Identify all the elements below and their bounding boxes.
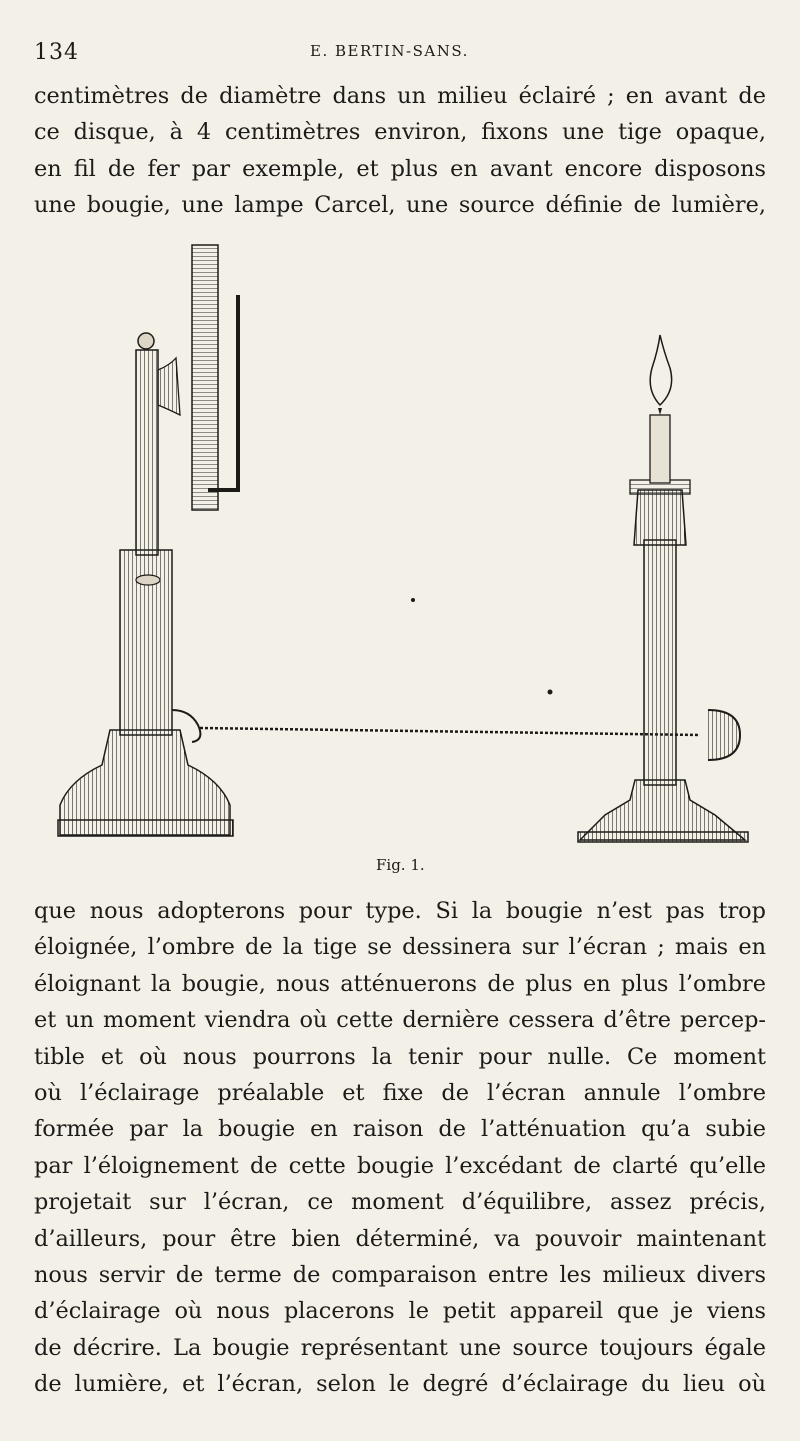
- page-header: [34, 40, 754, 68]
- text-line: de décrire. La bougie représentant une source toujours égale: [34, 1334, 766, 1361]
- figure-illustration: [40, 240, 760, 860]
- text-line: nous servir de terme de comparaison entre les milieux divers: [34, 1262, 766, 1289]
- text-line: centimètres de diamètre dans un milieu éclairé ; en avant de: [34, 83, 766, 109]
- text-line: et un moment viendra où cette dernière cessera d’être percep-: [34, 1007, 766, 1034]
- running-head: E. BERTIN-SANS.: [310, 42, 469, 60]
- text-line: que nous adopterons pour type. Si la bougie n’est pas trop: [34, 898, 766, 924]
- text-line: d’ailleurs, pour être bien déterminé, va pouvoir maintenant: [34, 1225, 766, 1252]
- candle-stand: [578, 335, 748, 842]
- text-line: éloignée, l’ombre de la tige se dessinera sur l’écran ; mais en: [34, 934, 766, 961]
- bottom-paragraph: [34, 893, 766, 1403]
- text-line: par l’éloignement de cette bougie l’excédant de clarté qu’elle: [34, 1152, 766, 1179]
- text-line: une bougie, une lampe Carcel, une source définie de lumière,: [34, 192, 766, 219]
- text-line: où l’éclairage préalable et fixe de l’écran annule l’ombre: [34, 1080, 766, 1107]
- text-line: en fil de fer par exemple, et plus en avant encore disposons: [34, 155, 766, 182]
- top-paragraph: [34, 78, 766, 224]
- text-line: éloignant la bougie, nous atténuerons de plus en plus l’ombre: [34, 970, 766, 997]
- text-line: projetait sur l’écran, ce moment d’équilibre, assez précis,: [34, 1189, 766, 1216]
- apparatus-drawing: [40, 240, 760, 860]
- page-number: 134: [34, 40, 79, 65]
- text-line: ce disque, à 4 centimètres environ, fixons une tige opaque,: [34, 119, 766, 146]
- text-line: tible et où nous pourrons la tenir pour nulle. Ce moment: [34, 1043, 766, 1070]
- screen-stand: [58, 245, 238, 836]
- chain: [200, 728, 700, 735]
- text-line: de lumière, et l’écran, selon le degré d’éclairage du lieu où: [34, 1371, 766, 1398]
- text-line: d’éclairage où nous placerons le petit appareil que je viens: [34, 1298, 766, 1325]
- figure-caption: Fig. 1.: [376, 856, 425, 874]
- text-line: formée par la bougie en raison de l’atténuation qu’a subie: [34, 1116, 766, 1143]
